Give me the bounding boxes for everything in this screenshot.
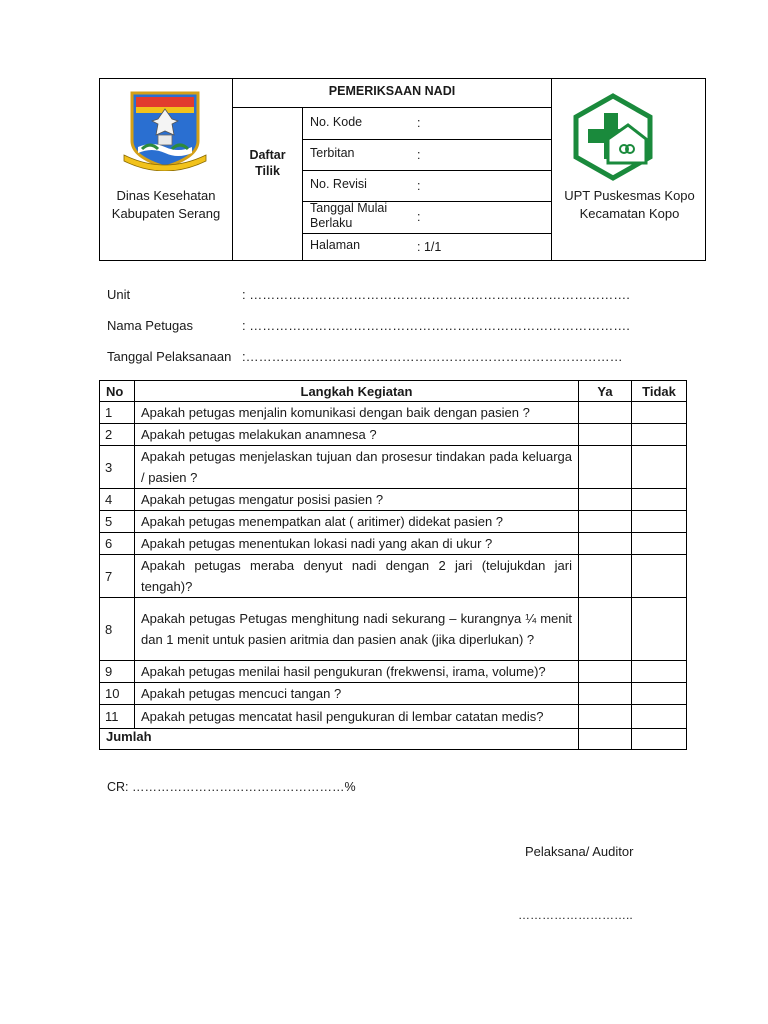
row-step: Apakah petugas mengatur posisi pasien ?	[135, 489, 579, 511]
meta-label-kode: No. Kode	[310, 115, 363, 129]
right-caption-line: UPT Puskesmas Kopo	[564, 188, 695, 203]
tanggal-field[interactable]: :……………………………………………………………………………	[242, 349, 623, 364]
ya-total-cell[interactable]	[579, 729, 632, 750]
serang-regency-emblem-icon	[122, 91, 208, 171]
document-type-line: Daftar	[249, 148, 286, 162]
table-row	[100, 511, 687, 533]
petugas-label: Nama Petugas	[107, 318, 193, 333]
tidak-cell[interactable]	[632, 683, 687, 705]
ya-cell[interactable]	[579, 683, 632, 705]
table-row	[100, 533, 687, 555]
row-step: Apakah petugas mencatat hasil pengukuran di lembar catatan medis?	[135, 705, 579, 729]
meta-label-line: Tanggal Mulai	[310, 201, 388, 215]
ya-cell[interactable]	[579, 489, 632, 511]
ya-cell[interactable]	[579, 705, 632, 729]
ya-cell[interactable]	[579, 402, 632, 424]
left-caption-line: Dinas Kesehatan	[116, 188, 216, 203]
meta-value-kode: :	[417, 116, 421, 130]
cr-field[interactable]: CR: ……………………………………………%	[107, 780, 356, 794]
header-divider	[302, 139, 551, 140]
row-number: 8	[100, 598, 135, 661]
meta-label-terbitan: Terbitan	[310, 146, 355, 160]
table-header-row	[100, 381, 687, 402]
row-number: 11	[100, 705, 135, 729]
row-step: Apakah petugas menilai hasil pengukuran (frekwensi, irama, volume)?	[135, 661, 579, 683]
document-type-line: Tilik	[255, 164, 280, 178]
row-step: Apakah petugas melakukan anamnesa ?	[135, 424, 579, 446]
row-step: Apakah petugas menentukan lokasi nadi yang akan di ukur ?	[135, 533, 579, 555]
tanggal-label: Tanggal Pelaksanaan	[107, 349, 232, 364]
signature-line[interactable]: ………………………..	[518, 908, 633, 922]
meta-value-terbitan: :	[417, 148, 421, 162]
table-row	[100, 683, 687, 705]
row-number: 10	[100, 683, 135, 705]
table-row	[100, 705, 687, 729]
tidak-cell[interactable]	[632, 533, 687, 555]
header-divider	[302, 107, 303, 260]
left-caption-line: Kabupaten Serang	[111, 206, 221, 221]
unit-field[interactable]: : …………………………………………………………………………….	[242, 287, 630, 302]
ya-cell[interactable]	[579, 424, 632, 446]
row-number: 5	[100, 511, 135, 533]
unit-label: Unit	[107, 287, 131, 302]
tidak-cell[interactable]	[632, 661, 687, 683]
row-step: Apakah petugas meraba denyut nadi dengan 2 jari (telujukdan jari tengah)?	[135, 555, 579, 598]
row-number: 9	[100, 661, 135, 683]
meta-label-line: Berlaku	[310, 216, 353, 230]
total-label: Jumlah	[100, 729, 579, 750]
tidak-cell[interactable]	[632, 424, 687, 446]
meta-value-tanggal: :	[417, 210, 421, 224]
ya-cell[interactable]	[579, 598, 632, 661]
tidak-cell[interactable]	[632, 446, 687, 489]
meta-label-halaman: Halaman	[310, 238, 361, 252]
row-number: 1	[100, 402, 135, 424]
document-type	[233, 147, 302, 179]
row-number: 6	[100, 533, 135, 555]
puskesmas-cross-house-icon	[572, 93, 654, 181]
tidak-total-cell[interactable]	[632, 729, 687, 750]
row-number: 7	[100, 555, 135, 598]
document-header	[99, 78, 706, 261]
table-row	[100, 598, 687, 661]
col-header-ya: Ya	[579, 381, 632, 402]
document-title: PEMERIKSAAN NADI	[328, 84, 456, 98]
meta-value-revisi: :	[417, 179, 421, 193]
row-number: 2	[100, 424, 135, 446]
col-header-step: Langkah Kegiatan	[135, 381, 579, 402]
header-divider	[551, 79, 552, 260]
table-row	[100, 489, 687, 511]
right-organization-caption	[552, 187, 707, 223]
meta-value-halaman: : 1/1	[417, 240, 442, 254]
col-header-tidak: Tidak	[632, 381, 687, 402]
tidak-cell[interactable]	[632, 555, 687, 598]
table-row	[100, 446, 687, 489]
row-step: Apakah petugas mencuci tangan ?	[135, 683, 579, 705]
table-row	[100, 555, 687, 598]
header-divider	[302, 170, 551, 171]
col-header-no: No	[100, 381, 135, 402]
petugas-field[interactable]: : …………………………………………………………………………….	[242, 318, 630, 333]
ya-cell[interactable]	[579, 511, 632, 533]
left-organization-caption	[100, 187, 232, 223]
tidak-cell[interactable]	[632, 402, 687, 424]
row-step: Apakah petugas menempatkan alat ( aritimer) didekat pasien ?	[135, 511, 579, 533]
ya-cell[interactable]	[579, 661, 632, 683]
table-row	[100, 402, 687, 424]
header-divider	[302, 233, 551, 234]
meta-label-revisi: No. Revisi	[310, 177, 367, 191]
tidak-cell[interactable]	[632, 705, 687, 729]
row-step: Apakah petugas menjelaskan tujuan dan prosesur tindakan pada keluarga / pasien ?	[135, 446, 579, 489]
right-caption-line: Kecamatan Kopo	[579, 206, 680, 221]
pelaksana-label: Pelaksana/ Auditor	[525, 844, 634, 859]
row-step: Apakah petugas menjalin komunikasi dengan baik dengan pasien ?	[135, 402, 579, 424]
ya-cell[interactable]	[579, 446, 632, 489]
tidak-cell[interactable]	[632, 598, 687, 661]
checklist-table	[99, 380, 687, 750]
meta-label-tanggal	[310, 201, 387, 231]
ya-cell[interactable]	[579, 555, 632, 598]
row-number: 3	[100, 446, 135, 489]
table-row	[100, 424, 687, 446]
row-step: Apakah petugas Petugas menghitung nadi sekurang – kurangnya ¼ menit dan 1 menit untuk pasien aritmia dan pasien anak (jika diperlukan) ?	[135, 598, 579, 661]
header-divider	[232, 107, 551, 108]
ya-cell[interactable]	[579, 533, 632, 555]
tidak-cell[interactable]	[632, 489, 687, 511]
tidak-cell[interactable]	[632, 511, 687, 533]
table-row	[100, 661, 687, 683]
total-row	[100, 729, 687, 750]
row-number: 4	[100, 489, 135, 511]
